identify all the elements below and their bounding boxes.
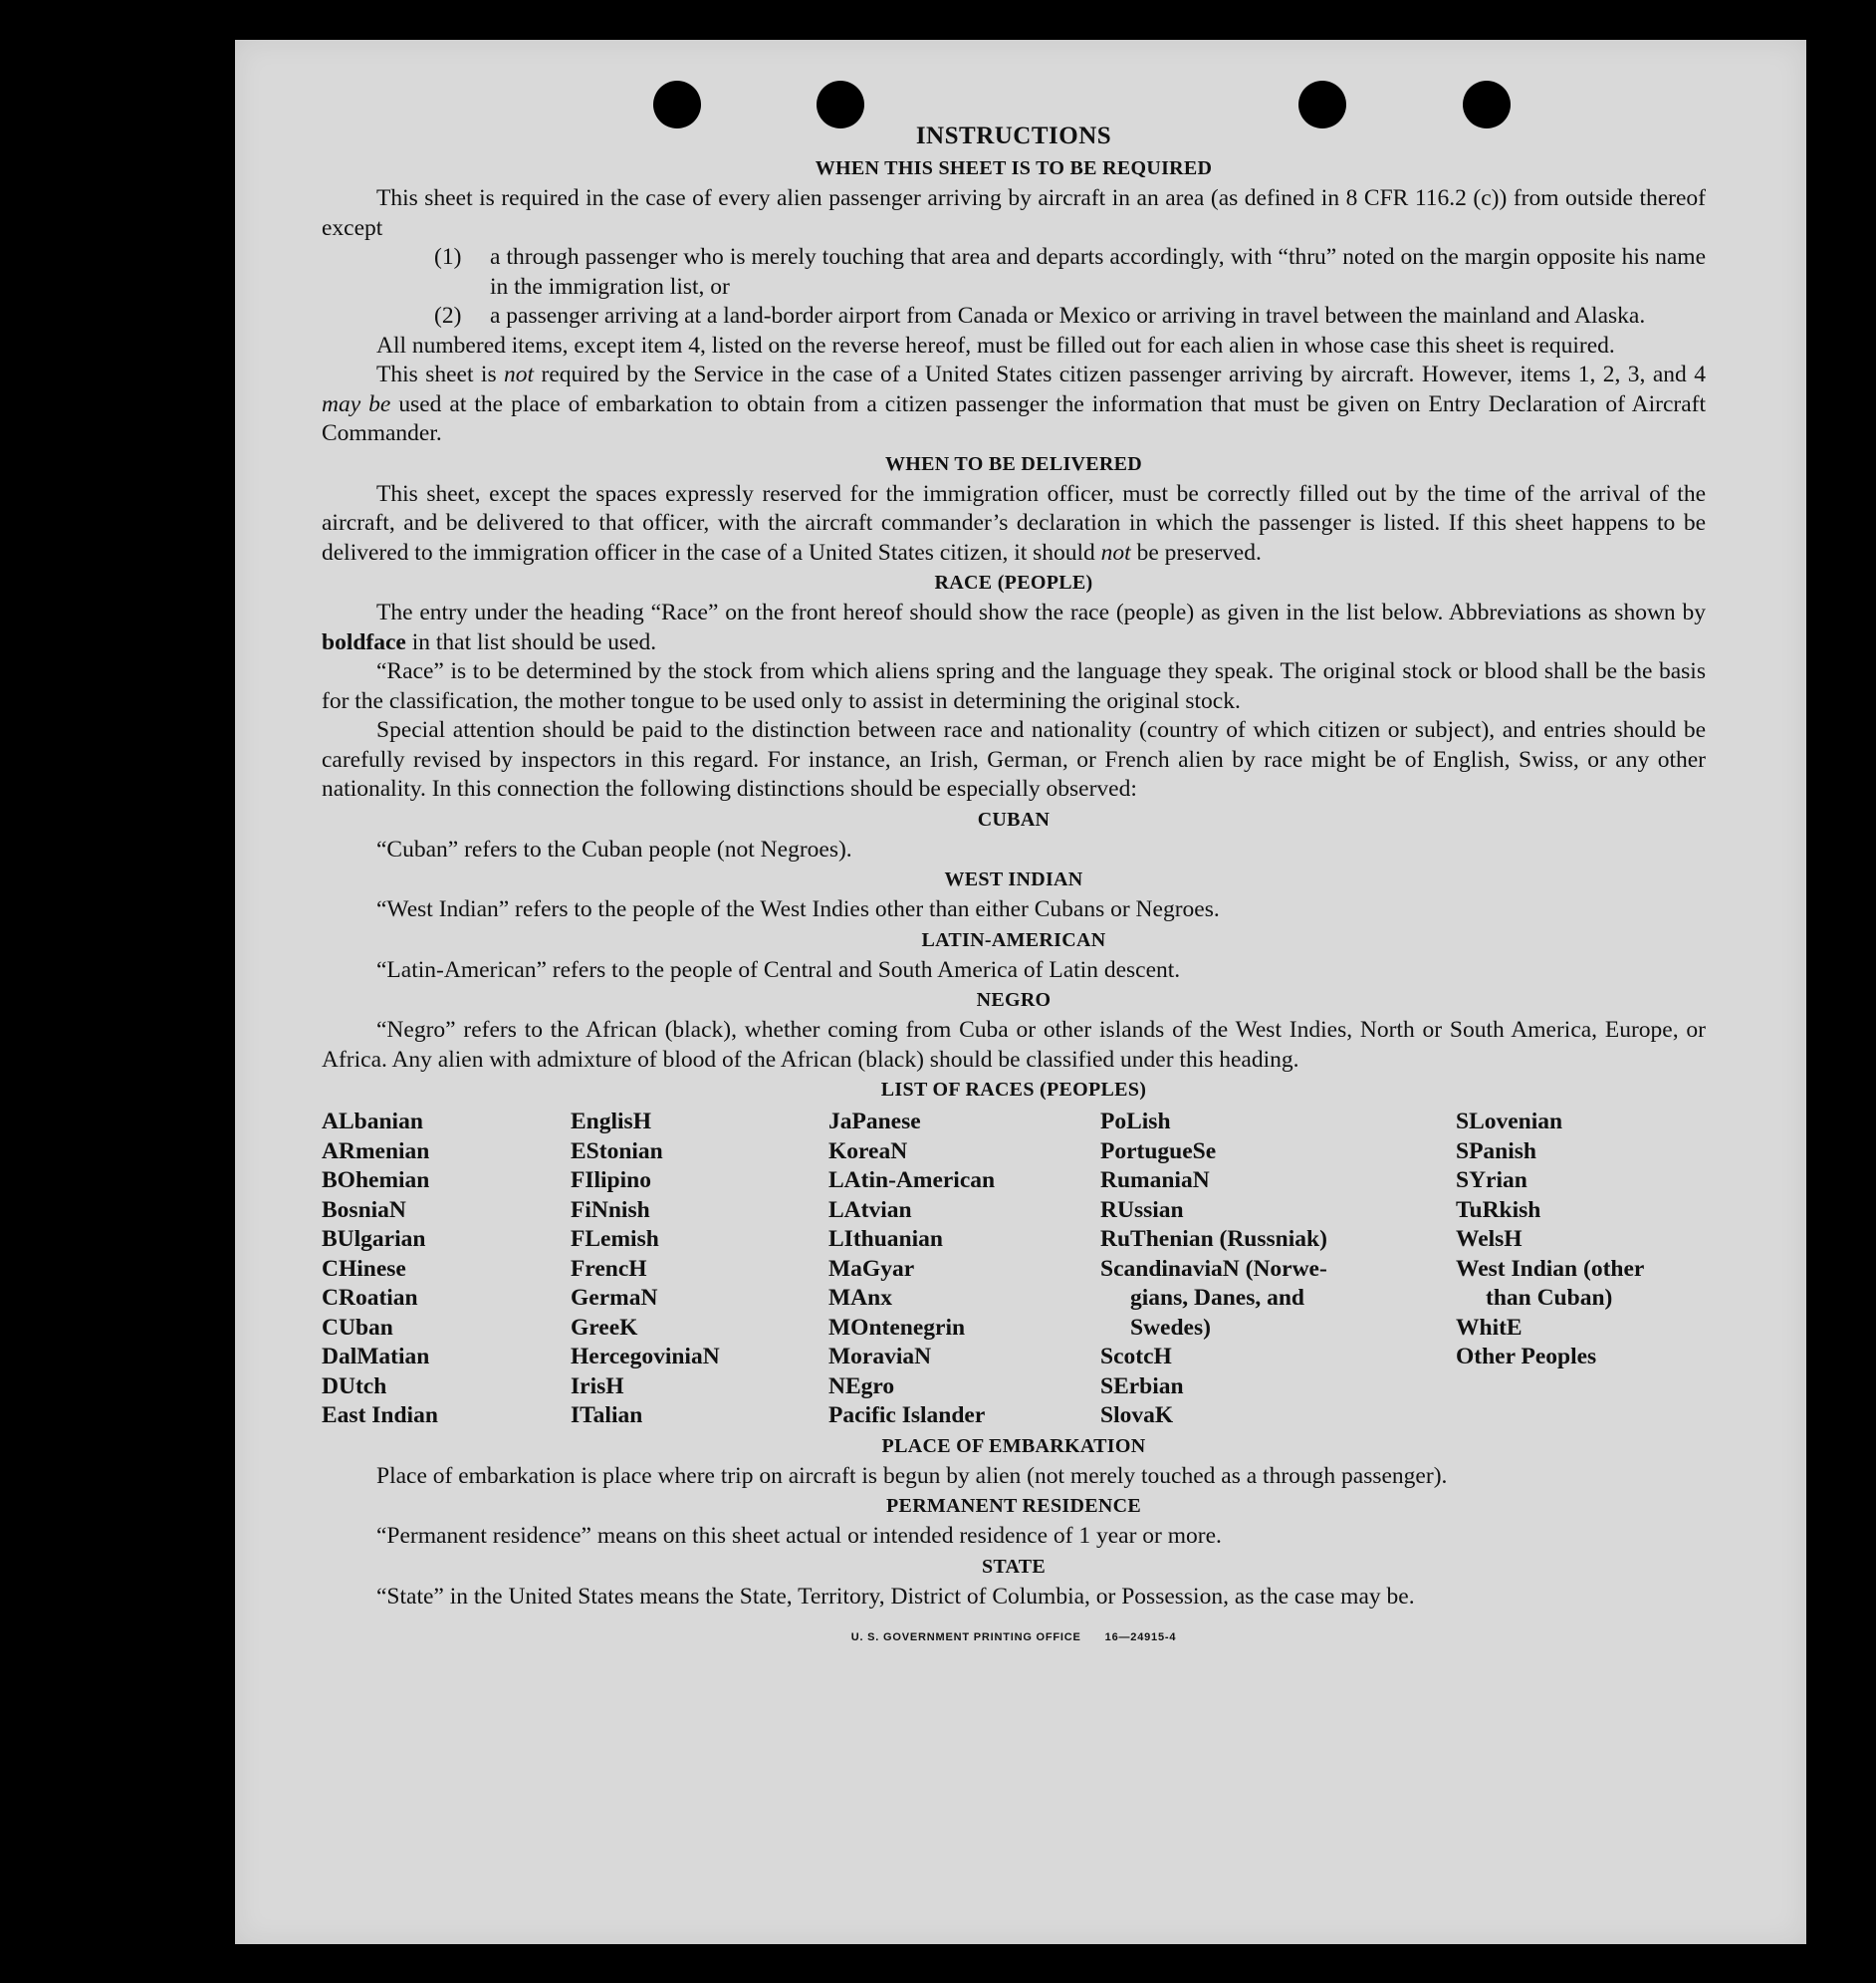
races-column — [571, 1108, 828, 1431]
list-item: West Indian (other — [1456, 1255, 1645, 1282]
list-item: ScandinaviaN (Norwe- — [1100, 1255, 1327, 1282]
list-item: CRoatian — [322, 1285, 418, 1311]
list-item: gians, Danes, and — [1130, 1285, 1304, 1311]
page-title: INSTRUCTIONS — [915, 123, 1112, 149]
paragraph: “Permanent residence” means on this sheet actual or intended residence of 1 year or more. — [376, 1523, 1222, 1549]
list-item: MOntenegrin — [828, 1314, 966, 1341]
list-item: IrisH — [571, 1372, 624, 1399]
list-item: PortugueSe — [1100, 1137, 1217, 1164]
list-item: JaPanese — [828, 1109, 921, 1134]
list-item: MaGyar — [828, 1255, 915, 1282]
list-item: SlovaK — [1100, 1402, 1174, 1428]
document-page — [235, 40, 1806, 1944]
list-item: GreeK — [571, 1314, 638, 1341]
list-item: LAtin-American — [828, 1167, 996, 1193]
list-item: ScotcH — [1100, 1344, 1172, 1369]
list-item: DUtch — [322, 1372, 387, 1399]
section-heading-west-indian: WEST INDIAN — [944, 868, 1083, 890]
paragraph: “Latin-American” refers to the people of Central and South America of Latin descent. — [376, 956, 1181, 983]
list-item: SErbian — [1100, 1372, 1184, 1399]
list-item: SLovenian — [1456, 1109, 1563, 1134]
section-heading-delivered: WHEN TO BE DELIVERED — [884, 452, 1143, 475]
list-item: BUlgarian — [322, 1226, 426, 1252]
list-item: FrencH — [571, 1255, 647, 1282]
list-item: LIthuanian — [828, 1226, 943, 1252]
list-item: DalMatian — [322, 1344, 430, 1369]
printer-imprint: U. S. GOVERNMENT PRINTING OFFICE 16—24915-4 — [850, 1631, 1177, 1643]
paragraph: “State” in the United States means the State, Territory, District of Columbia, or Possession, as the case may be. — [376, 1583, 1415, 1610]
list-item: ALbanian — [322, 1109, 423, 1134]
list-item: East Indian — [322, 1402, 438, 1428]
list-item: WelsH — [1456, 1226, 1523, 1252]
list-item: MoraviaN — [828, 1344, 932, 1369]
races-column — [322, 1108, 571, 1431]
instructions-content — [322, 120, 1706, 1653]
list-item: GermaN — [571, 1285, 658, 1311]
section-heading-latin-american: LATIN-AMERICAN — [921, 928, 1106, 951]
list-item: BosniaN — [322, 1196, 406, 1223]
list-item: SPanish — [1456, 1137, 1536, 1164]
section-heading-negro: NEGRO — [976, 989, 1052, 1011]
section-heading-state: STATE — [981, 1555, 1047, 1578]
list-item: Swedes) — [1130, 1314, 1211, 1341]
races-column — [1100, 1108, 1456, 1431]
list-item: WhitE — [1456, 1314, 1523, 1341]
list-item: RUssian — [1100, 1196, 1184, 1223]
races-column — [828, 1108, 1100, 1431]
list-item: NEgro — [828, 1372, 895, 1399]
list-item: Pacific Islander — [828, 1402, 986, 1428]
list-item: EStonian — [571, 1137, 663, 1164]
section-heading-cuban: CUBAN — [977, 808, 1051, 831]
paragraph: “West Indian” refers to the people of the West Indies other than either Cubans or Negroes. — [376, 896, 1220, 922]
section-heading-races-list: LIST OF RACES (PEOPLES) — [880, 1079, 1147, 1101]
paragraph: This sheet, except the spaces expressly reserved for the immigration officer, must be correctly filled out by the time of the arrival of the aircraft, and be delivered to that officer, with the aircraft commander’s declaration in which the passenger is listed. If this sheet happens to be delivered to the immigration officer in the case of a United States citizen, it should not be preserved. — [322, 480, 1706, 566]
list-item: ARmenian — [322, 1137, 430, 1164]
list-item: MAnx — [828, 1285, 892, 1311]
section-heading-required: WHEN THIS SHEET IS TO BE REQUIRED — [815, 157, 1213, 179]
list-item: SYrian — [1456, 1167, 1527, 1193]
paragraph: This sheet is required in the case of every alien passenger arriving by aircraft in an area (as defined in 8 CFR 116.2 (c)) from outside thereof except — [322, 185, 1706, 241]
races-list — [322, 1108, 1706, 1431]
list-item: than Cuban) — [1486, 1285, 1613, 1311]
paragraph: “Race” is to be determined by the stock from which aliens spring and the language they speak. The original stock or blood shall be the basis for the classification, the mother tongue to be used only to assist in determining the original stock. — [322, 658, 1706, 714]
list-item: RuThenian (Russniak) — [1100, 1226, 1327, 1252]
paragraph: The entry under the heading “Race” on the front hereof should show the race (people) as given in the list below. Abbreviations as shown by boldface in that list should be used. — [322, 600, 1706, 655]
list-item: HercegoviniaN — [571, 1344, 720, 1369]
list-item: FIlipino — [571, 1167, 651, 1193]
list-item: KoreaN — [828, 1137, 908, 1164]
list-item: EnglisH — [571, 1109, 651, 1134]
paragraph: “Cuban” refers to the Cuban people (not Negroes). — [376, 836, 852, 863]
list-item: FiNnish — [571, 1196, 650, 1223]
races-column — [1456, 1108, 1706, 1431]
paragraph: Place of embarkation is place where trip on aircraft is begun by alien (not merely touched as a through passenger). — [376, 1462, 1448, 1489]
list-item: CUban — [322, 1314, 393, 1341]
list-item: Other Peoples — [1456, 1344, 1597, 1369]
list-item: BOhemian — [322, 1167, 430, 1193]
list-item: PoLish — [1100, 1109, 1171, 1134]
list-item: TuRkish — [1456, 1196, 1541, 1223]
paragraph: This sheet is not required by the Service in the case of a United States citizen passenger arriving by aircraft. However, items 1, 2, 3, and 4 may be used at the place of embarkation to obtain from a citizen passenger the information that must be given on Entry Declaration of Aircraft Commander. — [322, 362, 1706, 446]
paragraph: Special attention should be paid to the distinction between race and nationality (country of which citizen or subject), and entries should be carefully revised by inspectors in this regard. For instance, an Irish, German, or French alien by race might be of English, Swiss, or any other nationality. In this connection the following distinctions should be especially observed: — [322, 717, 1706, 802]
numbered-item: (1) a through passenger who is merely touching that area and departs accordingly, with “thru” noted on the margin opposite his name in the immigration list, or — [434, 244, 1706, 300]
list-item: RumaniaN — [1100, 1167, 1210, 1193]
paragraph: All numbered items, except item 4, listed on the reverse hereof, must be filled out for each alien in whose case this sheet is required. — [376, 332, 1615, 359]
numbered-item: (2) a passenger arriving at a land-border airport from Canada or Mexico or arriving in travel between the mainland and Alaska. — [434, 303, 1646, 329]
list-item: FLemish — [571, 1226, 659, 1252]
list-item: LAtvian — [828, 1196, 912, 1223]
paragraph: “Negro” refers to the African (black), whether coming from Cuba or other islands of the West Indies, North or South America, Europe, or Africa. Any alien with admixture of blood of the African (black) should be classified under this heading. — [322, 1017, 1706, 1073]
section-heading-residence: PERMANENT RESIDENCE — [886, 1495, 1141, 1517]
list-item: ITalian — [571, 1402, 643, 1428]
section-heading-embarkation: PLACE OF EMBARKATION — [881, 1434, 1146, 1457]
section-heading-race: RACE (PEOPLE) — [934, 572, 1093, 594]
list-item: CHinese — [322, 1255, 406, 1282]
